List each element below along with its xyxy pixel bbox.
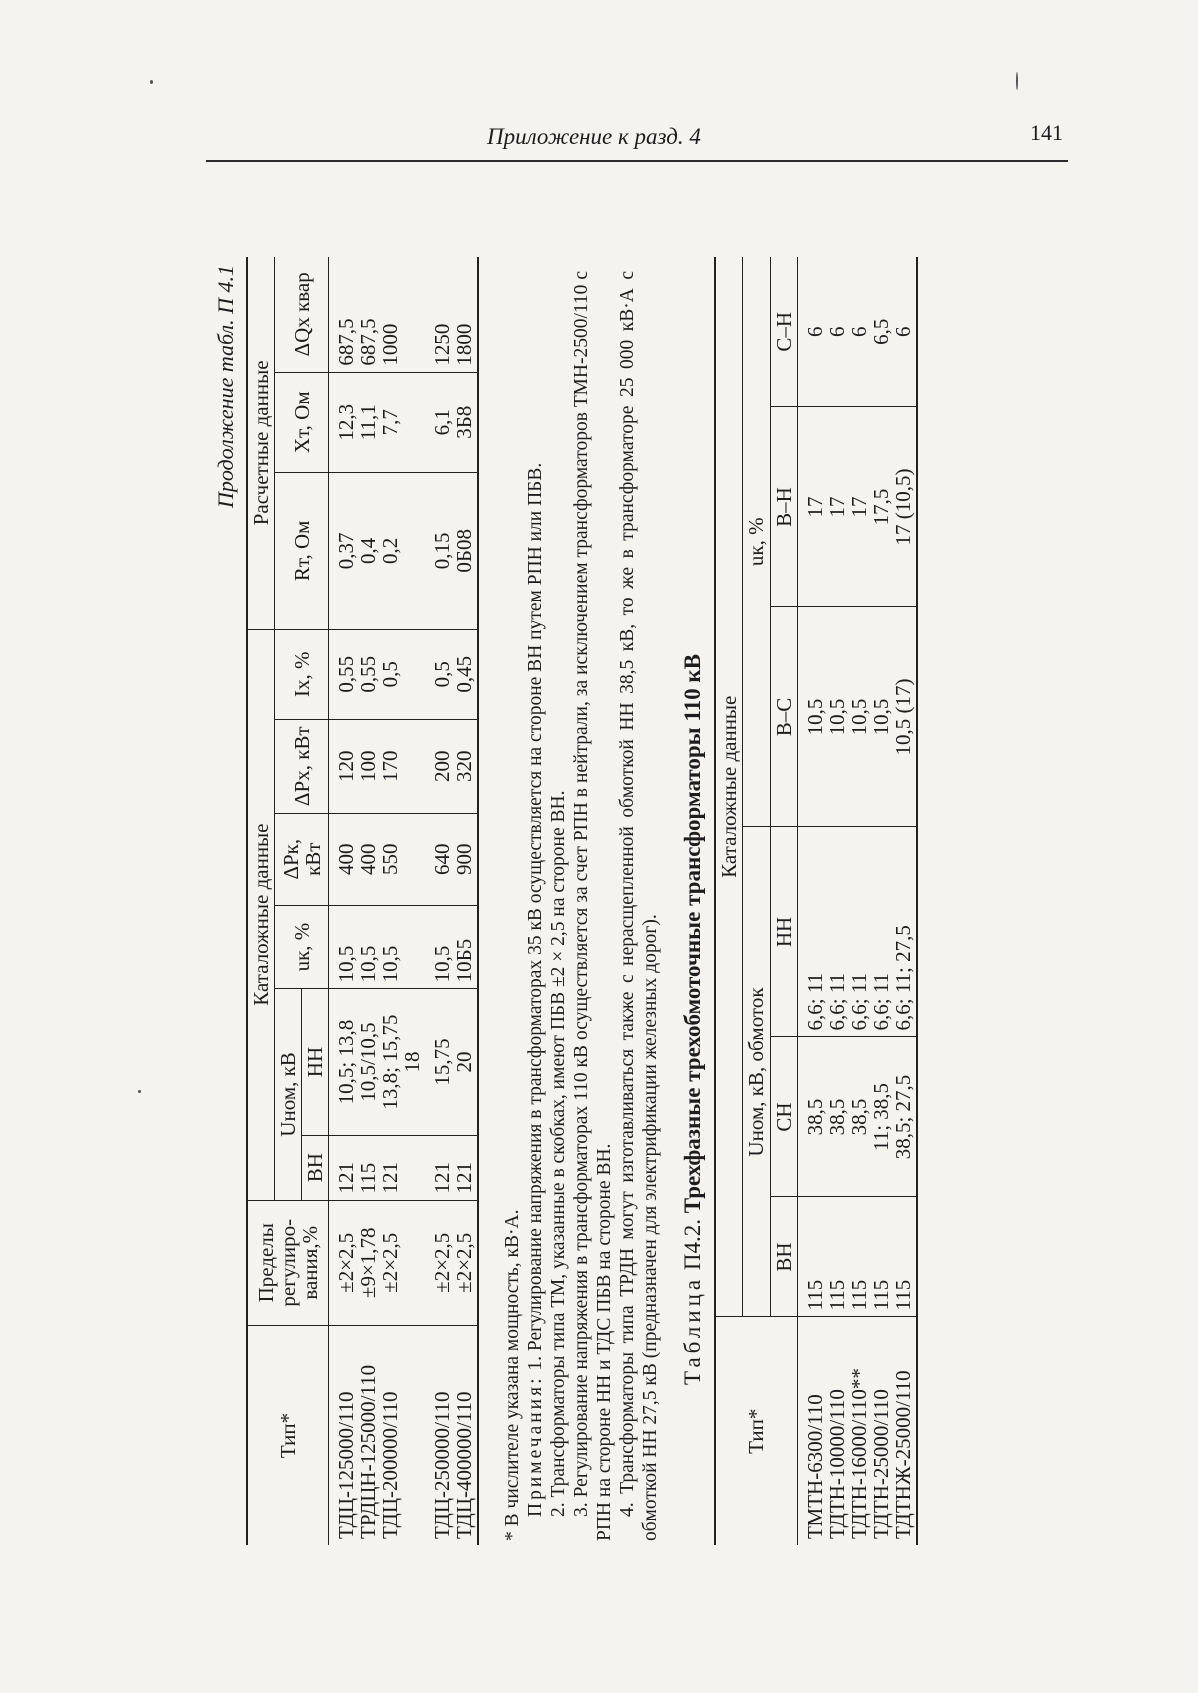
- table-row: [425, 257, 478, 1545]
- t2-cell-nn: 6,6; 11 6,6; 11 6,6; 11 6,6; 11 6,6; 11; 27,5: [797, 827, 917, 1037]
- cell-nn: 15,75 20: [425, 989, 478, 1135]
- t2-header-sn: СН: [770, 1037, 797, 1197]
- t2-cell-v-s: 10,5 10,5 10,5 10,5 10,5 (17): [797, 607, 917, 827]
- cell-limits: ±2×2,5 ±9×1,78 ±2×2,5: [329, 1200, 426, 1325]
- header-dqx: ΔQх квар: [275, 257, 329, 372]
- cell-dqx: 1250 1800: [425, 257, 478, 372]
- page-number: 141: [1030, 120, 1063, 145]
- t2-header-v-s: В–С: [770, 607, 797, 827]
- footnote: * В числителе указана мощность, кВ·А.: [502, 1209, 524, 1541]
- cell-dpx: 200 320: [425, 719, 478, 813]
- t2-header-v-n: В–Н: [770, 407, 797, 607]
- header-catalog: Каталожные данные: [247, 629, 275, 1200]
- header-type: Тип*: [247, 1325, 329, 1545]
- table2-title-text: Трехфазные трехобмоточные трансформаторы 110 кВ: [680, 654, 706, 1214]
- t2-cell-sn: 38,5 38,5 38,5 11; 38,5 38,5; 27,5: [797, 1037, 917, 1197]
- running-title: Приложение к разд. 4: [487, 124, 701, 149]
- cell-dpx: 120 100 170: [329, 719, 426, 813]
- cell-uk: 10,5 10Б5: [425, 905, 478, 989]
- notes-label: Примечания:: [525, 1375, 547, 1517]
- t2-cell-vn: 115 115 115 115 115: [797, 1197, 917, 1317]
- t2-header-s-n: С–Н: [770, 257, 797, 407]
- header-vn: ВН: [302, 1135, 329, 1200]
- cell-type: ТДЦ-250000/110 ТДЦ-400000/110: [425, 1325, 478, 1545]
- note-1: 1. Регулирование напряжения в трансформаторах 35 кВ осуществляется на стороне ВН путем РПН или ПБВ.: [525, 462, 547, 1371]
- t2-header-nn: НН: [770, 827, 797, 1037]
- note-2: 2. Трансформаторы типа ТМ, указанные в скобках, имеют ПБВ ±2 × 2,5 на стороне ВН.: [548, 790, 570, 1517]
- table2-title-prefix: Таблица: [680, 1275, 706, 1385]
- scan-speck: [150, 80, 153, 84]
- cell-ix: 0,55 0,55 0,5: [329, 629, 426, 719]
- t2-header-catalog: Каталожные данные: [715, 257, 743, 1317]
- table-notes: [501, 271, 662, 1541]
- t2-header-type: Тип*: [715, 1317, 797, 1545]
- scan-speck: [138, 1090, 141, 1093]
- cell-xt: 12,3 11,1 7,7: [329, 372, 426, 472]
- header-rt: Rт, Ом: [275, 472, 329, 629]
- header-rule: [206, 160, 1068, 162]
- note-3: 3. Регулирование напряжения в трансформаторах 110 кВ осуществляется за счет РПН в нейтрали, за исключением трансформаторов ТМН-2500/110 с РПН на стороне НН и ТДС ПБВ на стороне ВН.: [571, 271, 616, 1541]
- scan-mark: [1016, 72, 1018, 90]
- cell-rt: 0,37 0,4 0,2: [329, 472, 426, 629]
- cell-type: ТДЦ-125000/110 ТРДЦН-125000/110 ТДЦ-200000/110: [334, 1364, 403, 1539]
- header-ix: Iх, %: [275, 629, 329, 719]
- cell-dpk: 400 400 550: [329, 813, 426, 905]
- t2-cell-v-n: 17 17 17 17,5 17 (10,5): [797, 407, 917, 607]
- t2-cell-s-n: 6 6 6 6,5 6: [797, 257, 917, 407]
- header-dpx: ΔPх, кВт: [275, 719, 329, 813]
- t2-header-uk: uк, %: [743, 257, 770, 827]
- table2-title: [680, 245, 706, 1385]
- table-row: [797, 257, 917, 1545]
- table1-caption: Продолжение табл. П 4.1: [213, 265, 238, 509]
- t2-cell-type: ТМТН-6300/110 ТДТН-10000/110 ТДТН-16000/110** ТДТН-25000/110 ТДТНЖ-25000/110: [797, 1317, 917, 1545]
- t2-header-vn: ВН: [770, 1197, 797, 1317]
- t2-header-u-nom: Uном, кВ, обмоток: [743, 827, 770, 1317]
- cell-rt: 0,15 0Б08: [425, 472, 478, 629]
- header-calculated: Расчетные данные: [247, 257, 275, 629]
- cell-limits: ±2×2,5 ±2×2,5: [425, 1200, 478, 1325]
- header-u-nom: Uном, кВ: [275, 989, 302, 1200]
- cell-dqx: 687,5 687,5 1000: [329, 257, 426, 372]
- cell-vn: 121 115 121: [329, 1135, 426, 1200]
- cell-uk: 10,5 10,5 10,5: [329, 905, 426, 989]
- table2-title-number: П4.2.: [680, 1219, 706, 1271]
- cell-ix: 0,5 0,45: [425, 629, 478, 719]
- header-limits: Пределы регулиро-вания,%: [247, 1200, 329, 1325]
- header-uk: uк, %: [275, 905, 329, 989]
- table-p4-1: [246, 257, 479, 1545]
- table-p4-2: [714, 257, 917, 1545]
- note-4: 4. Трансформаторы типа ТРДН могут изготавливаться также с нерасщепленной обмоткой НН 38,5 кВ, то же в трансформаторе 25 000 кВ·А с обмоткой НН 27,5 кВ (предназначен для электрификации железных дорог).: [617, 271, 662, 1541]
- cell-xt: 6,1 3Б8: [425, 372, 478, 472]
- cell-vn: 121 121: [425, 1135, 478, 1200]
- header-nn: НН: [302, 989, 329, 1135]
- cell-nn: 10,5; 13,8 10,5/10,5 13,8; 15,75 18: [329, 989, 426, 1135]
- cell-dpk: 640 900: [425, 813, 478, 905]
- header-dpk: ΔPк, кВт: [275, 813, 329, 905]
- header-xt: Xт, Ом: [275, 372, 329, 472]
- rotated-page-content: [206, 245, 1056, 1545]
- table-row: [329, 257, 426, 1545]
